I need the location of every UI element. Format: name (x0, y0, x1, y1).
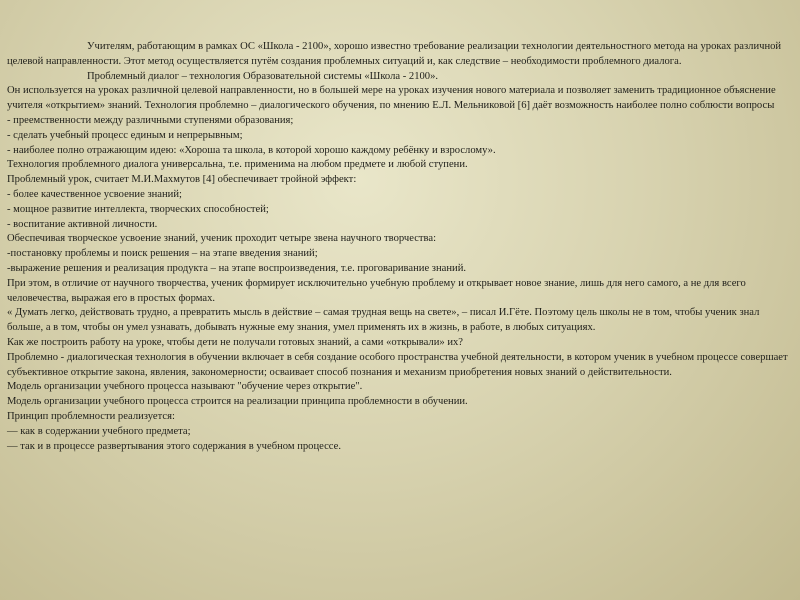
list-item: -выражение решения и реализация продукта – на этапе воспроизведения, т.е. проговаривание знаний. (7, 262, 467, 274)
paragraph-question: Как же построить работу на уроке, чтобы дети не получали готовых знаний, а сами «открывали» их? (7, 336, 463, 348)
paragraph-technology: Проблемно - диалогическая технология в обучении включает в себя создание особого пространства учебной деятельности, в котором ученик в учебном процессе совершает субъективное открытие закона, явления, закономерности; осваивает способ познания и механизм приобретения новых знаний о действительности. (7, 351, 788, 378)
paragraph-usage: Он используется на уроках различной целевой направленности, но в большей мере на уроках изучения нового материала и позволяет заменить традиционное объяснение учителя «открытием» знаний. Технология проблемно – диалогического обучения, по мнению Е.Л. Мельниковой [6] даёт возможность наиболее полно соблюсти вопросы (7, 85, 776, 112)
paragraph-model-name: Модель организации учебного процесса называют "обучение через открытие". (7, 381, 363, 393)
paragraph-creative: Обеспечивая творческое усвоение знаний, ученик проходит четыре звена научного творчества: (7, 233, 437, 245)
paragraph-intro: Учителям, работающим в рамках ОС «Школа - 2100», хорошо известно требование реализации технологии деятельностного метода на уроках различной целевой направленности. Этот метод осуществляется путём создания проблемных ситуаций и, как следствие – необходимости проблемного диалога. (7, 41, 782, 67)
paragraph-universal: Технология проблемного диалога универсальна, т.е. применима на любом предмете и любой ступени. (7, 159, 468, 171)
paragraph-dialog-definition: Проблемный диалог – технология Образовательной системы «Школа - 2100». (87, 70, 439, 82)
list-item: -постановку проблемы и поиск решения – на этапе введения знаний; (7, 248, 318, 260)
list-item: - мощное развитие интеллекта, творческих способностей; (7, 203, 269, 215)
list-item: - более качественное усвоение знаний; (7, 188, 182, 200)
paragraph-goethe-quote: « Думать легко, действовать трудно, а превратить мысль в действие – самая трудная вещь на свете», – писал И.Гёте. Поэтому цель школы не в том, чтобы ученик знал больше, а в том, чтобы он умел узнавать, добывать нужные ему знания, умел применять их в жизнь, в работе, в любых ситуациях. (7, 307, 760, 334)
list-item: - сделать учебный процесс единым и непрерывным; (7, 129, 243, 141)
text-content (7, 40, 792, 454)
list-item: - воспитание активной личности. (7, 218, 158, 230)
paragraph-difference: При этом, в отличие от научного творчества, ученик формирует исключительно учебную проблему и открывает новое знание, лишь для него самого, а не для всего человечества, выражая его в простых формах. (7, 277, 746, 304)
paragraph-model-principle: Модель организации учебного процесса строится на реализации принципа проблемности в обучении. (7, 396, 468, 408)
list-item: - наиболее полно отражающим идею: «Хороша та школа, в которой хорошо каждому ребёнку и взрослому». (7, 144, 496, 156)
list-item: — так и в процессе развертывания этого содержания в учебном процессе. (7, 440, 341, 452)
list-item: - преемственности между различными ступенями образования; (7, 114, 294, 126)
paragraph-principle: Принцип проблемности реализуется: (7, 410, 175, 422)
list-item: — как в содержании учебного предмета; (7, 425, 191, 437)
paragraph-triple-effect: Проблемный урок, считает М.И.Махмутов [4] обеспечивает тройной эффект: (7, 174, 357, 186)
